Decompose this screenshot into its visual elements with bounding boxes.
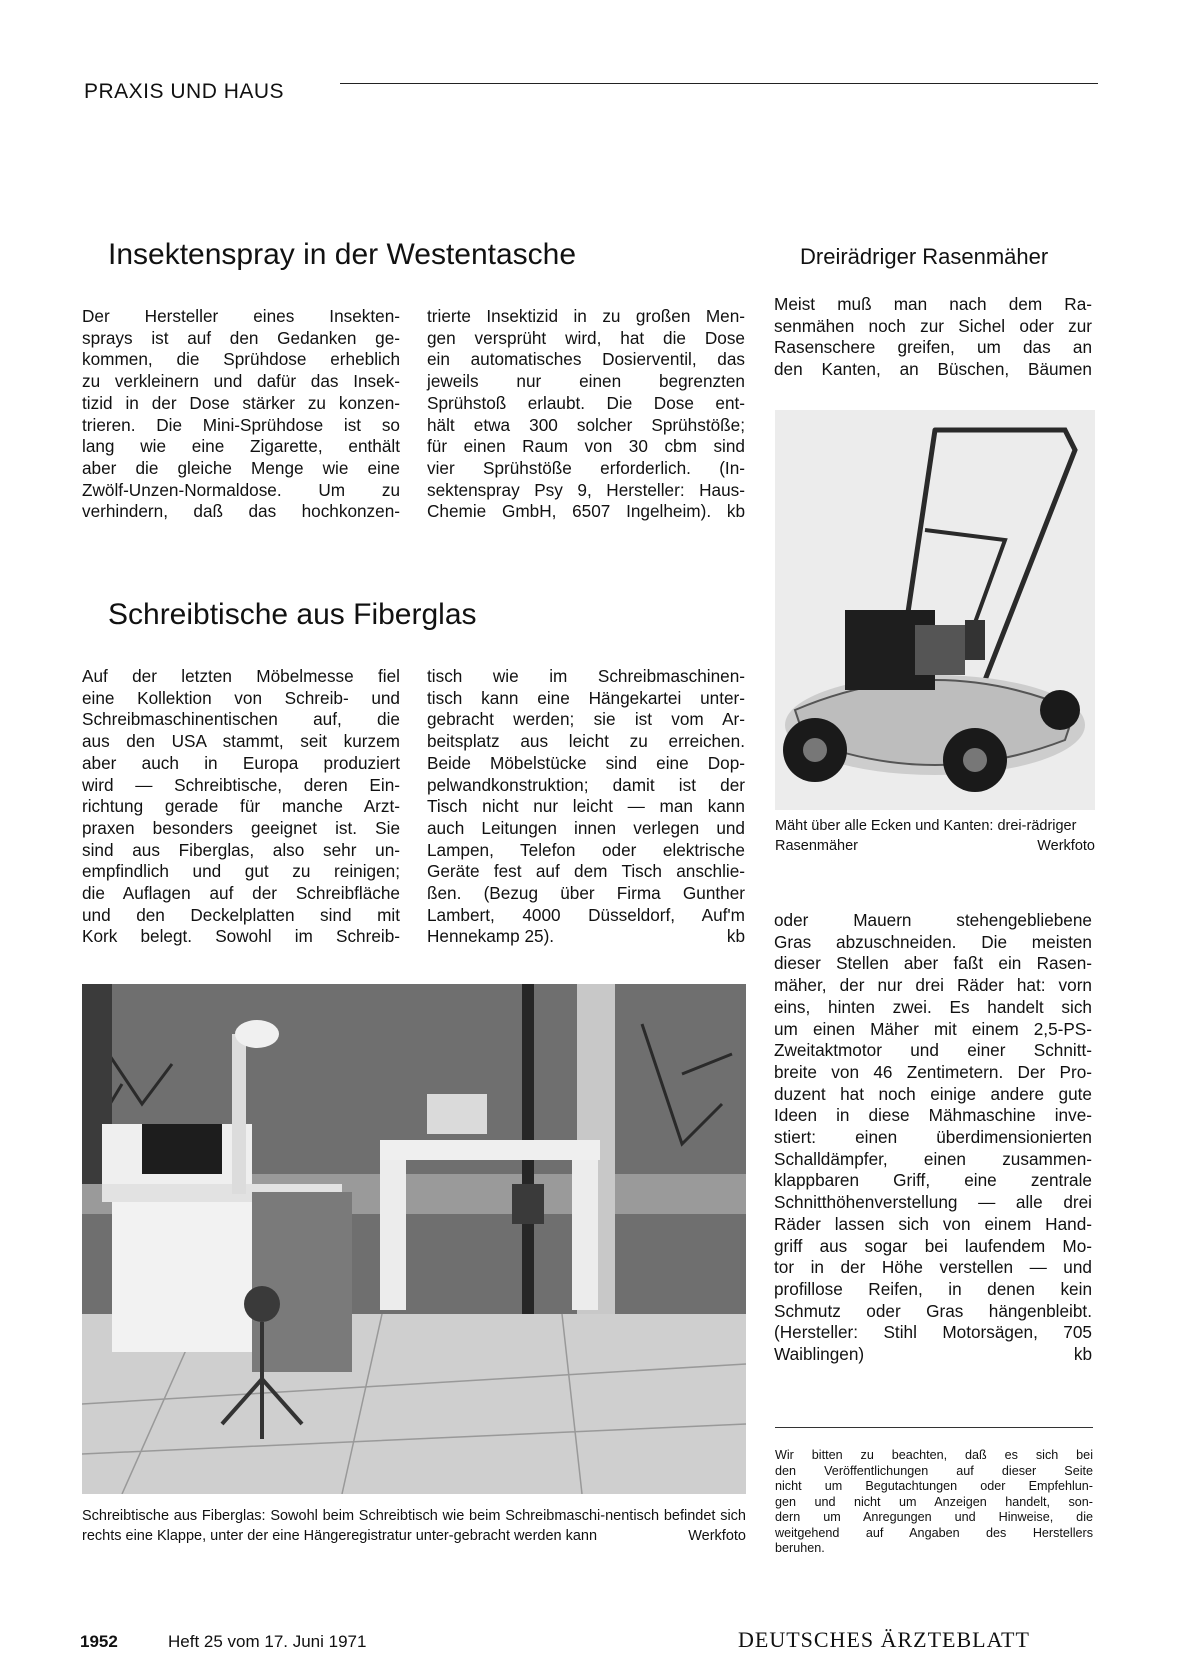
text-line: sektenspray Psy 9, Hersteller: Haus- — [427, 479, 745, 500]
text-line: Räder lassen sich von einem Hand- — [774, 1213, 1092, 1234]
desk-headline: Schreibtische aus Fiberglas — [108, 598, 477, 631]
text-line: trierte Insektizid in zu großen Men- — [427, 306, 745, 326]
insect-headline: Insektenspray in der Westentasche — [108, 238, 577, 271]
text-line: Meist muß man nach dem Ra- — [774, 294, 1092, 314]
text-line: aber die gleiche Menge wie eine — [82, 457, 400, 478]
text-line: (Hersteller: Stihl Motorsägen, 705 — [774, 1322, 1092, 1343]
insect-col2 — [427, 306, 745, 523]
text-line: profillose Reifen, in denen kein — [774, 1278, 1092, 1299]
text-line: richtung gerade für manche Arzt- — [82, 796, 400, 817]
insect-col1 — [82, 306, 400, 523]
header-rule — [340, 83, 1098, 84]
text-line: aber auch in Europa produziert — [82, 752, 400, 773]
mower-photo — [775, 410, 1095, 810]
caption-text: Schreibtische aus Fiberglas: Sowohl beim Schreibtisch wie beim Schreibmaschi-nentisch befindet sich rechts eine Klappe, unter der eine Hängeregistratur unter-gebracht werden kann — [82, 1508, 746, 1544]
desk-col1 — [82, 666, 400, 948]
journal-title: DEUTSCHES ÄRZTEBLATT — [738, 1627, 1030, 1652]
mower-photo-illustration — [775, 410, 1095, 810]
photo-credit: Werkfoto — [688, 1528, 746, 1544]
author-signature: kb — [726, 926, 745, 947]
text-line: auch Leitungen innen verlegen und — [427, 817, 745, 838]
text-line: duzent hat noch einige andere gute — [774, 1083, 1092, 1104]
text-line: für einen Raum von 30 cbm sind — [427, 436, 745, 457]
footnote-line: dern um Anregungen und Hinweise, die — [775, 1510, 1093, 1524]
text-line: jeweils nur einen begrenzten — [427, 371, 745, 392]
text-line: empfindlich und gut zu reinigen; — [82, 861, 400, 882]
text-line: Lambert, 4000 Düsseldorf, Auf'm — [427, 904, 745, 925]
text-line: kommen, die Sprühdose erheblich — [82, 349, 400, 370]
text-line: breite von 46 Zentimetern. Der Pro- — [774, 1061, 1092, 1082]
text-line: tor in der Höhe verstellen — und — [774, 1257, 1092, 1278]
text-line: mäher, der nur drei Räder hat: vorn — [774, 975, 1092, 996]
footnote-line: Wir bitten zu beachten, daß es sich bei — [775, 1448, 1093, 1462]
text-line: Tisch nicht nur leicht — man kann — [427, 796, 745, 817]
text-line: Auf der letzten Möbelmesse fiel — [82, 666, 400, 686]
text-line: ßen. (Bezug über Firma Gunther — [427, 883, 745, 904]
author-signature: kb — [1073, 1344, 1092, 1365]
text-line: hält etwa 300 solcher Sprühstöße; — [427, 414, 745, 435]
text-line: Der Hersteller eines Insekten- — [82, 306, 400, 326]
mower-col2 — [774, 910, 1092, 1366]
photo-credit: Werkfoto — [1037, 838, 1095, 854]
text-line: um einen Mäher mit einem 2,5-PS- — [774, 1018, 1092, 1039]
text-line: oder Mauern stehengebliebene — [774, 910, 1092, 930]
text-line: ein automatisches Dosierventil, das — [427, 349, 745, 370]
footnote-line: nicht um Begutachtungen oder Empfehlun- — [775, 1479, 1093, 1493]
text-line: wird — Schreibtische, deren Ein- — [82, 774, 400, 795]
text-line: Zwölf-Unzen-Normaldose. Um zu — [82, 479, 400, 500]
text-line: Chemie GmbH, 6507 Ingelheim). kb — [427, 501, 745, 522]
text-line: Ideen in diese Mähmaschine inve- — [774, 1105, 1092, 1126]
text-line: Schmutz oder Gras hängenbleibt. — [774, 1300, 1092, 1321]
text-line: sprays ist auf den Gedanken ge- — [82, 327, 400, 348]
text-line: senmähen noch zur Sichel oder zur — [774, 315, 1092, 336]
text-line: Schalldämpfer, einen zusammen- — [774, 1148, 1092, 1169]
footnote-line: beruhen. — [775, 1541, 825, 1555]
text-line-last — [774, 1344, 1092, 1366]
text-line: sind aus Fiberglas, also sehr un- — [82, 839, 400, 860]
text-line: Geräte fest auf dem Tisch anschlie- — [427, 861, 745, 882]
desk-photo — [82, 984, 746, 1494]
text-line: verhindern, daß das hochkonzen- — [82, 501, 400, 522]
caption-text: Mäht über alle Ecken und Kanten: drei-rädriger Rasenmäher — [775, 818, 1077, 854]
text-line: pelwandkonstruktion; damit ist der — [427, 774, 745, 795]
text-line: Sprühstoß erlaubt. Die Dose ent- — [427, 392, 745, 413]
text-line: die Auflagen auf der Schreibfläche — [82, 883, 400, 904]
text-line: eins, hinten zwei. Es handelt sich — [774, 996, 1092, 1017]
text-line: den Kanten, an Büschen, Bäumen — [774, 359, 1092, 380]
last-line-text: Hennekamp 25). — [427, 926, 555, 947]
text-line: Zweitaktmotor und einer Schnitt- — [774, 1040, 1092, 1061]
text-line: tisch kann eine Hängekartei unter- — [427, 687, 745, 708]
text-line: vier Sprühstöße erforderlich. (In- — [427, 457, 745, 478]
text-line: Rasenschere greifen, um das an — [774, 337, 1092, 358]
text-line: Schnitthöhenverstellung — alle drei — [774, 1192, 1092, 1213]
text-line: aus den USA stammt, seit kurzem — [82, 731, 400, 752]
section-label: PRAXIS UND HAUS — [84, 80, 285, 103]
text-line: beitsplatz aus leicht zu erreichen. — [427, 731, 745, 752]
text-line: gebracht werden; sie ist vom Ar- — [427, 709, 745, 730]
text-line: eine Kollektion von Schreib- und — [82, 687, 400, 708]
footnote-line: gen und nicht um Anzeigen handelt, son- — [775, 1494, 1093, 1509]
text-line: zu verkleinern und dafür das Insek- — [82, 371, 400, 392]
text-line: praxen besonders geeignet ist. Sie — [82, 817, 400, 838]
text-line: Lampen, Telefon oder elektrische — [427, 839, 745, 860]
text-line: trieren. Die Mini-Sprühdose ist so — [82, 414, 400, 435]
desk-col2 — [427, 666, 745, 948]
text-line-last — [427, 926, 745, 948]
text-line: klappbaren Griff, eine zentrale — [774, 1170, 1092, 1191]
issue-info: Heft 25 vom 17. Juni 1971 — [168, 1632, 367, 1651]
footnote-rule — [775, 1427, 1093, 1428]
text-line: griff aus sogar bei laufendem Mo- — [774, 1235, 1092, 1256]
desk-photo-illustration — [82, 984, 746, 1494]
text-line: dieser Stellen aber faßt ein Rasen- — [774, 953, 1092, 974]
text-line: und den Deckelplatten sind mit — [82, 904, 400, 925]
text-line: gen versprüht wird, hat die Dose — [427, 327, 745, 348]
text-line: Gras abzuschneiden. Die meisten — [774, 931, 1092, 952]
footnote-line: den Veröffentlichungen auf dieser Seite — [775, 1463, 1093, 1478]
mower-caption — [775, 816, 1095, 856]
mower-headline: Dreirädriger Rasenmäher — [800, 244, 1049, 269]
page-number: 1952 — [80, 1632, 118, 1651]
text-line: lang wie eine Zigarette, enthält — [82, 436, 400, 457]
desk-caption — [82, 1506, 746, 1546]
text-line: tisch wie im Schreibmaschinen- — [427, 666, 745, 686]
text-line: Kork belegt. Sowohl im Schreib- — [82, 926, 400, 947]
disclaimer-footnote — [775, 1448, 1093, 1557]
text-line: Beide Möbelstücke sind eine Dop- — [427, 752, 745, 773]
text-line: tizid in der Dose stärker zu konzen- — [82, 392, 400, 413]
last-line-text: Waiblingen) — [774, 1344, 865, 1365]
text-line: stiert: einen überdimensionierten — [774, 1127, 1092, 1148]
mower-col1 — [774, 294, 1092, 381]
text-line: Schreibmaschinentischen auf, die — [82, 709, 400, 730]
footnote-line: weitgehend auf Angaben des Herstellers — [775, 1525, 1093, 1540]
